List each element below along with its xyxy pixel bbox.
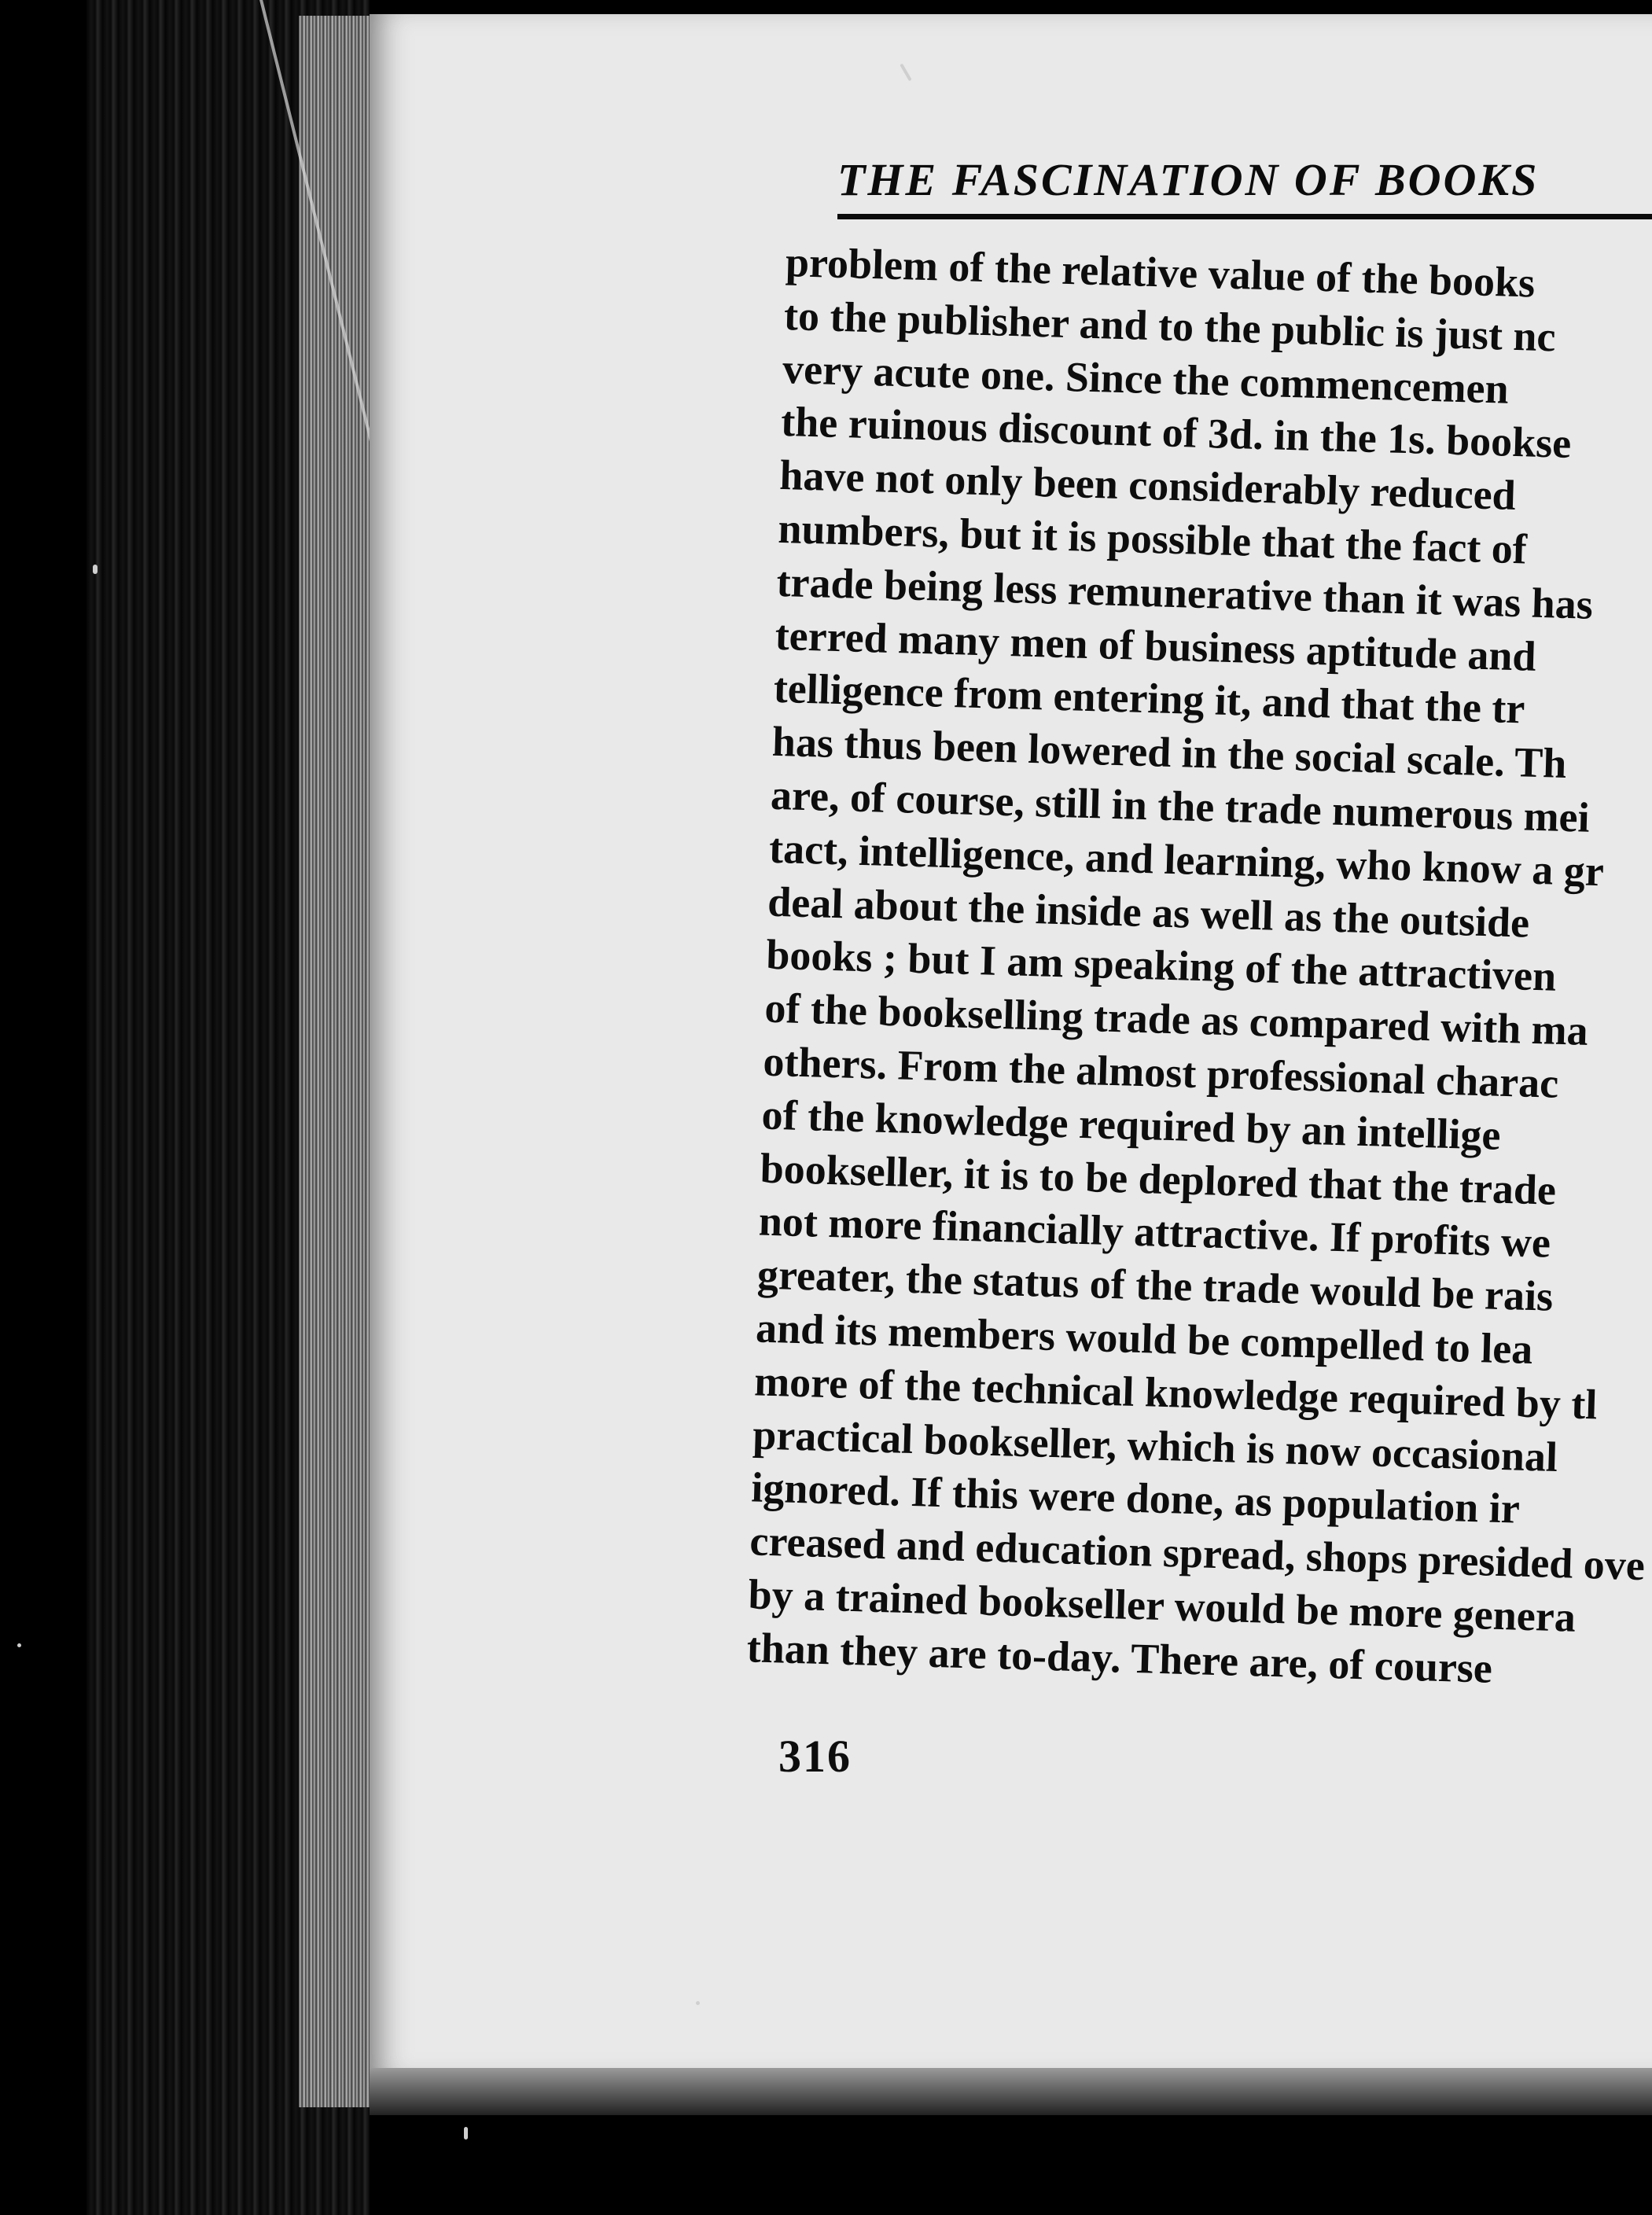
text-line: deal about the inside as well as the outside [767,878,1530,947]
text-line: creased and education spread, shops presided ove [749,1517,1646,1590]
dust-speck [17,1643,21,1647]
text-line: by a trained bookseller would be more genera [747,1570,1577,1641]
text-line: books ; but I am speaking of the attractiven [765,931,1557,1001]
body-text [746,236,1652,1700]
text-line: greater, the status of the trade would be rais [756,1250,1554,1320]
running-title: THE FASCINATION OF BOOKS [837,154,1540,205]
dust-speck [696,2001,700,2005]
page-number: 316 [778,1731,852,1782]
text-line: tact, intelligence, and learning, who know a gr [768,824,1605,896]
text-line: the ruinous discount of 3d. in the 1s. bookse [780,398,1573,468]
text-line: are, of course, still in the trade numerous mei [770,771,1591,841]
text-line: practical bookseller, which is now occasional [752,1410,1558,1481]
text-line: of the bookselling trade as compared with ma [763,984,1589,1055]
dust-speck [93,565,98,574]
text-line: than they are to-day. There are, of course [746,1624,1493,1692]
text-line: terred many men of business aptitude and [774,611,1537,680]
page-bottom-shadow [370,2068,1652,2115]
header-rule [837,214,1652,219]
text-line: problem of the relative value of the books [785,237,1536,307]
text-line: telligence from entering it, and that the tr [773,664,1526,733]
text-line: bookseller, it is to be deplored that the trade [760,1144,1557,1214]
text-line: and its members would be compelled to lea [755,1304,1534,1373]
dust-speck [464,2127,468,2140]
text-line: of the knowledge required by an intellige [760,1091,1502,1159]
text-line: has thus been lowered in the social scale. Th [771,717,1568,788]
text-line: to the publisher and to the public is just nc [783,291,1557,361]
text-line: others. From the almost professional charac [762,1037,1560,1107]
text-line: very acute one. Since the commencemen [782,344,1510,413]
text-line: trade being less remunerative than it was has [775,557,1594,628]
text-line: more of the technical knowledge required by tl [753,1357,1599,1429]
text-line: have not only been considerably reduced [778,451,1517,520]
text-line: numbers, but it is possible that the fact of [777,504,1528,573]
text-line: not more financially attractive. If profits we [758,1197,1551,1267]
text-line: ignored. If this were done, as population ir [750,1463,1521,1532]
